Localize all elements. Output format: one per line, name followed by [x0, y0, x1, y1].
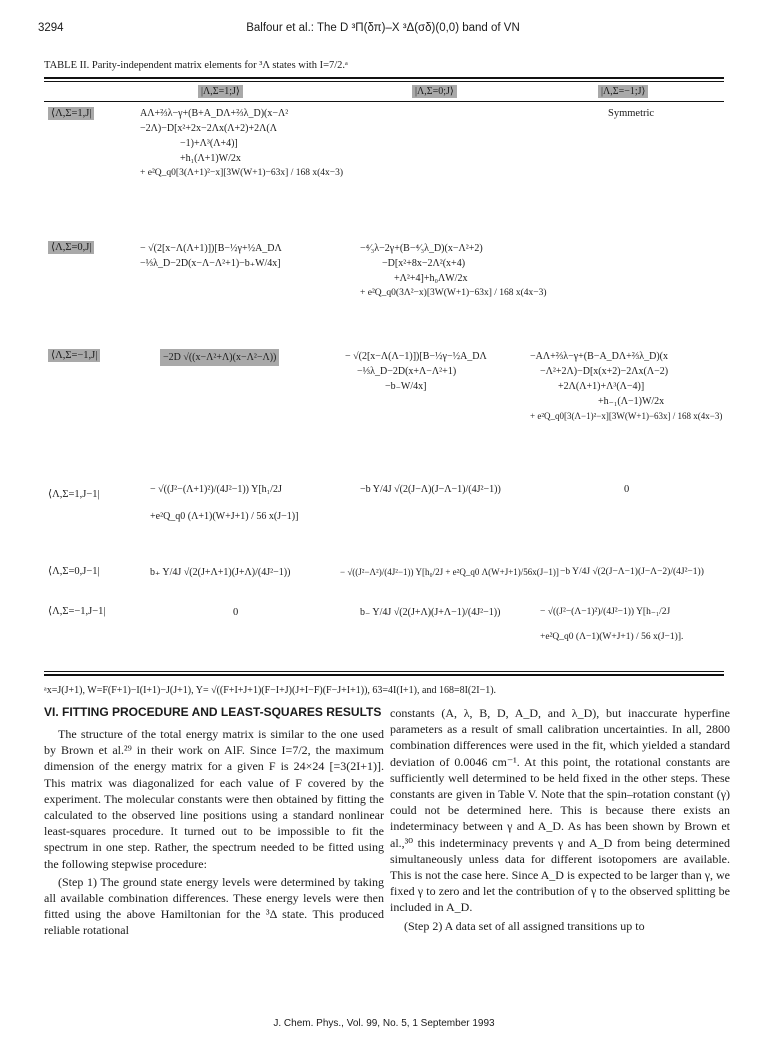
- matrix-cell-r1c3: Symmetric: [608, 108, 655, 119]
- running-title: Balfour et al.: The D ³Π(δπ)–X ³Δ(σδ)(0,0) band of VN: [246, 22, 520, 34]
- matrix-cell-r4c2: −b Y/4J √(2(J−Λ)(J−Λ−1)/(4J²−1)): [360, 484, 501, 495]
- matrix-cell-r3c3: −AΛ+⅔λ−γ+(B−A_DΛ+⅔λ_D)(x −Λ²+2Λ)−D[x(x+2)−2Λx(Λ−2) +2Λ(Λ+1)+Λ³(Λ−4)] +h₋₁(Λ−1)W/2x + e²Q_q0[3(Λ−1)²−x][3W(W+1)−63x] / 168 x(4x−3): [530, 351, 723, 421]
- matrix-cell-r3c1: −2D √((x−Λ²+Λ)(x−Λ²−Λ)): [160, 349, 279, 366]
- table-top-rule-thin: [44, 81, 724, 82]
- matrix-cell-r4c3: 0: [624, 484, 630, 495]
- paragraph: (Step 2) A data set of all assigned transitions up to: [404, 918, 645, 933]
- text-column-left: [44, 705, 384, 939]
- row-label-sigma-minus-1-J-1: ⟨Λ,Σ=−1,J−1|: [48, 606, 106, 617]
- section-heading: VI. FITTING PROCEDURE AND LEAST-SQUARES RESULTS: [44, 705, 382, 719]
- row-label-sigma-1-J-1: ⟨Λ,Σ=1,J−1|: [48, 489, 100, 500]
- row-label-sigma-minus-1-J: ⟨Λ,Σ=−1,J|: [48, 349, 100, 361]
- table-top-rule: [44, 77, 724, 79]
- text-column-right: [390, 705, 730, 934]
- row-label-sigma-0-J: ⟨Λ,Σ=0,J|: [48, 241, 94, 253]
- page-number: 3294: [38, 22, 64, 34]
- table-footnote: ᵃx=J(J+1), W=F(F+1)−I(I+1)−J(J+1), Y= √((F+I+J+1)(F−I+J)(J+I−F)(F−J+I+1)), 63=4I(I+1), and 168=8I(2I−1).: [44, 685, 497, 696]
- col-header-sigma-minus-1: |Λ,Σ=−1;J⟩: [598, 86, 648, 97]
- journal-footer: J. Chem. Phys., Vol. 99, No. 5, 1 September 1993: [273, 1018, 495, 1029]
- matrix-cell-r5c3: −b Y/4J √(2(J−Λ−1)(J−Λ−2)/(4J²−1)): [560, 567, 704, 577]
- matrix-cell-r4c1: − √((J²−(Λ+1)²)/(4J²−1)) Y[h₁/2J +e²Q_q0 (Λ+1)(W+J+1) / 56 x(J−1)]: [150, 484, 299, 522]
- matrix-cell-r5c1: b₊ Y/4J √(2(J+Λ+1)(J+Λ)/(4J²−1)): [150, 567, 291, 578]
- paragraph: (Step 1) The ground state energy levels were determined by taking all available combination differences. These energy levels were then fitted using the above Hamiltonian for the ³Δ state. This produced reliable rotational: [44, 874, 384, 938]
- paragraph: constants (A, λ, B, D, A_D, and λ_D), but inaccurate hyperfine parameters as a result of small calibration uncertainties. In all, 2800 combination differences were used in the fit, which yielded a standard deviation of 0.0046 cm⁻¹. At this point, the rotational constants are sufficiently well determined to be held fixed in the other steps. These constants are given in Table V. Note that the spin–rotation constant (γ) could not be determined here. This is because there exists an indeterminacy between γ and A_D. As has been shown by Brown et al.,³⁰ this indeterminacy prevents γ and A_D from being determined simultaneously unless data for different isotopomers are available. This is not the case here. Since A_D is expected to be larger than γ, we fixed γ to zero and let the contribution of γ to the observed splitting be included in A_D.: [390, 706, 730, 915]
- matrix-cell-r2c2: −⁴⁄₃λ−2γ+(B−⁴⁄₃λ_D)(x−Λ²+2) −D[x²+8x−2Λ²(x+4) +Λ²+4]+h₀ΛW/2x + e²Q_q0(3Λ²−x)[3W(W+1)−63x] / 168 x(4x−3): [360, 243, 547, 298]
- col-header-sigma-1: |Λ,Σ=1;J⟩: [198, 86, 243, 97]
- matrix-cell-r5c2: − √((J²−Λ²)/(4J²−1)) Y[h₀/2J + e²Q_q0 Λ(W+J+1)/56x(J−1)]: [340, 567, 559, 577]
- row-label-sigma-0-J-1: ⟨Λ,Σ=0,J−1|: [48, 566, 100, 577]
- matrix-cell-r6c2: b₋ Y/4J √(2(J+Λ)(J+Λ−1)/(4J²−1)): [360, 607, 501, 618]
- table-header-rule: [44, 101, 724, 102]
- row-label-sigma-1-J: ⟨Λ,Σ=1,J|: [48, 107, 94, 119]
- table-bottom-rule: [44, 674, 724, 676]
- matrix-cell-r1c1: AΛ+⅔λ−γ+(B+A_DΛ+⅔λ_D)(x−Λ² −2Λ)−D[x²+2x−2Λx(Λ+2)+2Λ(Λ −1)+Λ³(Λ+4)] +h₁(Λ+1)W/2x + e²Q_q0[3(Λ+1)²−x][3W(W+1)−63x] / 168 x(4x−3): [140, 108, 344, 178]
- page-header: [38, 22, 728, 38]
- table-bottom-rule-thin: [44, 671, 724, 672]
- table-caption: TABLE II. Parity-independent matrix elements for ³Λ states with I=7/2.ᵃ: [44, 60, 348, 71]
- matrix-cell-r3c2: − √(2[x−Λ(Λ−1)])[B−½γ−½A_DΛ −⅓λ_D−2D(x+Λ−Λ²+1) −b₋W/4x]: [345, 351, 487, 392]
- paragraph: The structure of the total energy matrix is similar to the one used by Brown et al.²⁹ in their work on AlF. Since I=7/2, the maximum dimension of the energy matrix for a given F is 24×24 [=3(2I+1)]. This matrix was diagonalized for each value of F covered by the experiment. The molecular constants were then obtained by fitting the calculated to the observed line positions using a standard nonlinear least-squares procedure. It turned out to be impossible to fit the spectrum in one step. Rather, the spectrum needed to be fitted using the following stepwise procedure:: [44, 727, 384, 871]
- col-header-sigma-0: |Λ,Σ=0;J⟩: [412, 86, 457, 97]
- matrix-cell-r6c1: 0: [233, 607, 239, 618]
- matrix-cell-r6c3: − √((J²−(Λ−1)²)/(4J²−1)) Y[h₋₁/2J +e²Q_q0 (Λ−1)(W+J+1) / 56 x(J−1)].: [540, 607, 684, 642]
- matrix-cell-r2c1: − √(2[x−Λ(Λ+1)])[B−½γ+½A_DΛ −⅓λ_D−2D(x−Λ−Λ²+1)−b₊W/4x]: [140, 243, 282, 269]
